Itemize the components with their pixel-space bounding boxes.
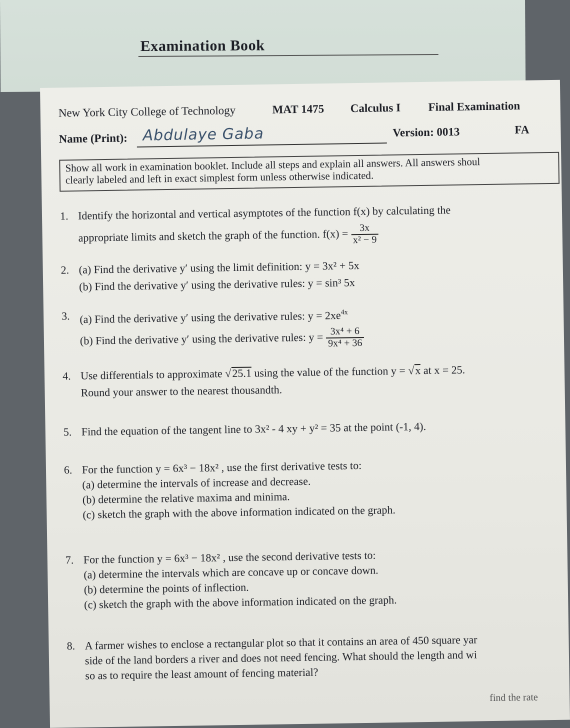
question-8 [67, 632, 558, 690]
question-number: 6. [63, 464, 73, 477]
question-number: 8. [66, 640, 76, 653]
instructions-box [59, 152, 559, 192]
question-2 [61, 256, 551, 298]
question-text: For the function y = 6x³ − 18x² , use the first derivative tests to: [81, 459, 362, 477]
question-7 [65, 546, 556, 618]
version-label: Version: 0013 [392, 126, 460, 140]
name-label: Name (Print): [58, 132, 128, 146]
question-text: (b) determine the relative maxima and minima. [82, 491, 290, 507]
question-text: Use differentials to approximate [80, 368, 223, 383]
numerator: 3x⁴ + 6 [326, 326, 364, 339]
question-3 [61, 302, 552, 350]
denominator: x² − 9 [352, 234, 377, 247]
sqrt-expression: √x [408, 365, 421, 378]
numerator: 3x [351, 223, 379, 235]
question-4 [62, 362, 552, 404]
question-number: 3. [61, 310, 70, 323]
question-text: (a) determine the intervals of increase and decrease. [82, 475, 311, 492]
radicand: x [415, 365, 421, 378]
sqrt-expression: √25.1 [225, 367, 252, 381]
fraction [351, 223, 379, 246]
question-text: side of the land borders a river and does not need fencing. What should the length and wi [84, 649, 478, 668]
question-6 [64, 456, 555, 528]
question-text: (b) determine the points of inflection. [83, 581, 249, 597]
course-code: MAT 1475 [272, 103, 325, 117]
instructions-line-1: Show all work in examination booklet. Include all steps and explain all answers. All answers shoul [65, 157, 481, 175]
question-text: so as to require the least amount of fencing material? [85, 666, 319, 683]
question-number: 4. [62, 370, 71, 383]
exam-sheet [40, 80, 570, 728]
denominator: 9x⁴ + 36 [327, 337, 363, 350]
instructions-line-2: clearly labeled and left in exact simplest form unless otherwise indicated. [65, 170, 374, 187]
question-text: A farmer wishes to enclose a rectangular plot so that it contains an area of 450 square yar [84, 634, 478, 653]
question-text: Identify the horizontal and vertical asymptotes of the function f(x) by calculating the [77, 204, 451, 223]
question-text: (a) Find the derivative y′ using the limit definition: y = 3x² + 5x [78, 260, 360, 277]
exponent: 4x [340, 308, 348, 317]
question-5 [63, 418, 553, 442]
question-text: (a) Find the derivative y′ using the derivative rules: y = 2xe [79, 309, 341, 327]
question-number: 7. [65, 554, 74, 567]
question-text: using the value of the function y = [254, 365, 406, 380]
question-text: For the function y = 6x³ − 18x² , use the second derivative tests to: [83, 549, 376, 567]
question-text: at x = 25. [423, 364, 466, 378]
question-text: (b) Find the derivative y′ using the derivative rules: y = [79, 331, 324, 348]
cover-title: Examination Book [140, 38, 265, 56]
course-subject: Calculus I [350, 102, 401, 116]
question-1 [60, 202, 551, 260]
question-number: 1. [59, 210, 69, 223]
question-text: (b) Find the derivative y′ using the derivative rules: y = sin³ 5x [79, 277, 356, 294]
question-text: (c) sketch the graph with the above information indicated on the graph. [82, 504, 396, 522]
term-label: FA [514, 124, 530, 137]
handwritten-name: Abdulaye Gaba [142, 124, 264, 145]
question-text: Find the equation of the tangent line to 3x² - 4 xy + y² = 35 at the point (-1, 4). [81, 420, 427, 439]
question-number: 5. [63, 426, 72, 439]
question-number: 2. [60, 264, 70, 277]
exam-type: Final Examination [428, 100, 521, 114]
question-text: appropriate limits and sketch the graph of the function. f(x) = [78, 228, 349, 245]
fraction [326, 326, 364, 350]
radicand: 25.1 [232, 367, 252, 381]
question-text: (c) sketch the graph with the above information indicated on the graph. [84, 594, 397, 612]
cut-off-text-fragment: find the rate [489, 692, 539, 705]
exam-book-cover [0, 0, 526, 92]
college-name: New York City College of Technology [58, 104, 236, 120]
question-text: Round your answer to the nearest thousandth. [80, 384, 283, 400]
question-text: (a) determine the intervals which are concave up or concave down. [83, 564, 379, 582]
